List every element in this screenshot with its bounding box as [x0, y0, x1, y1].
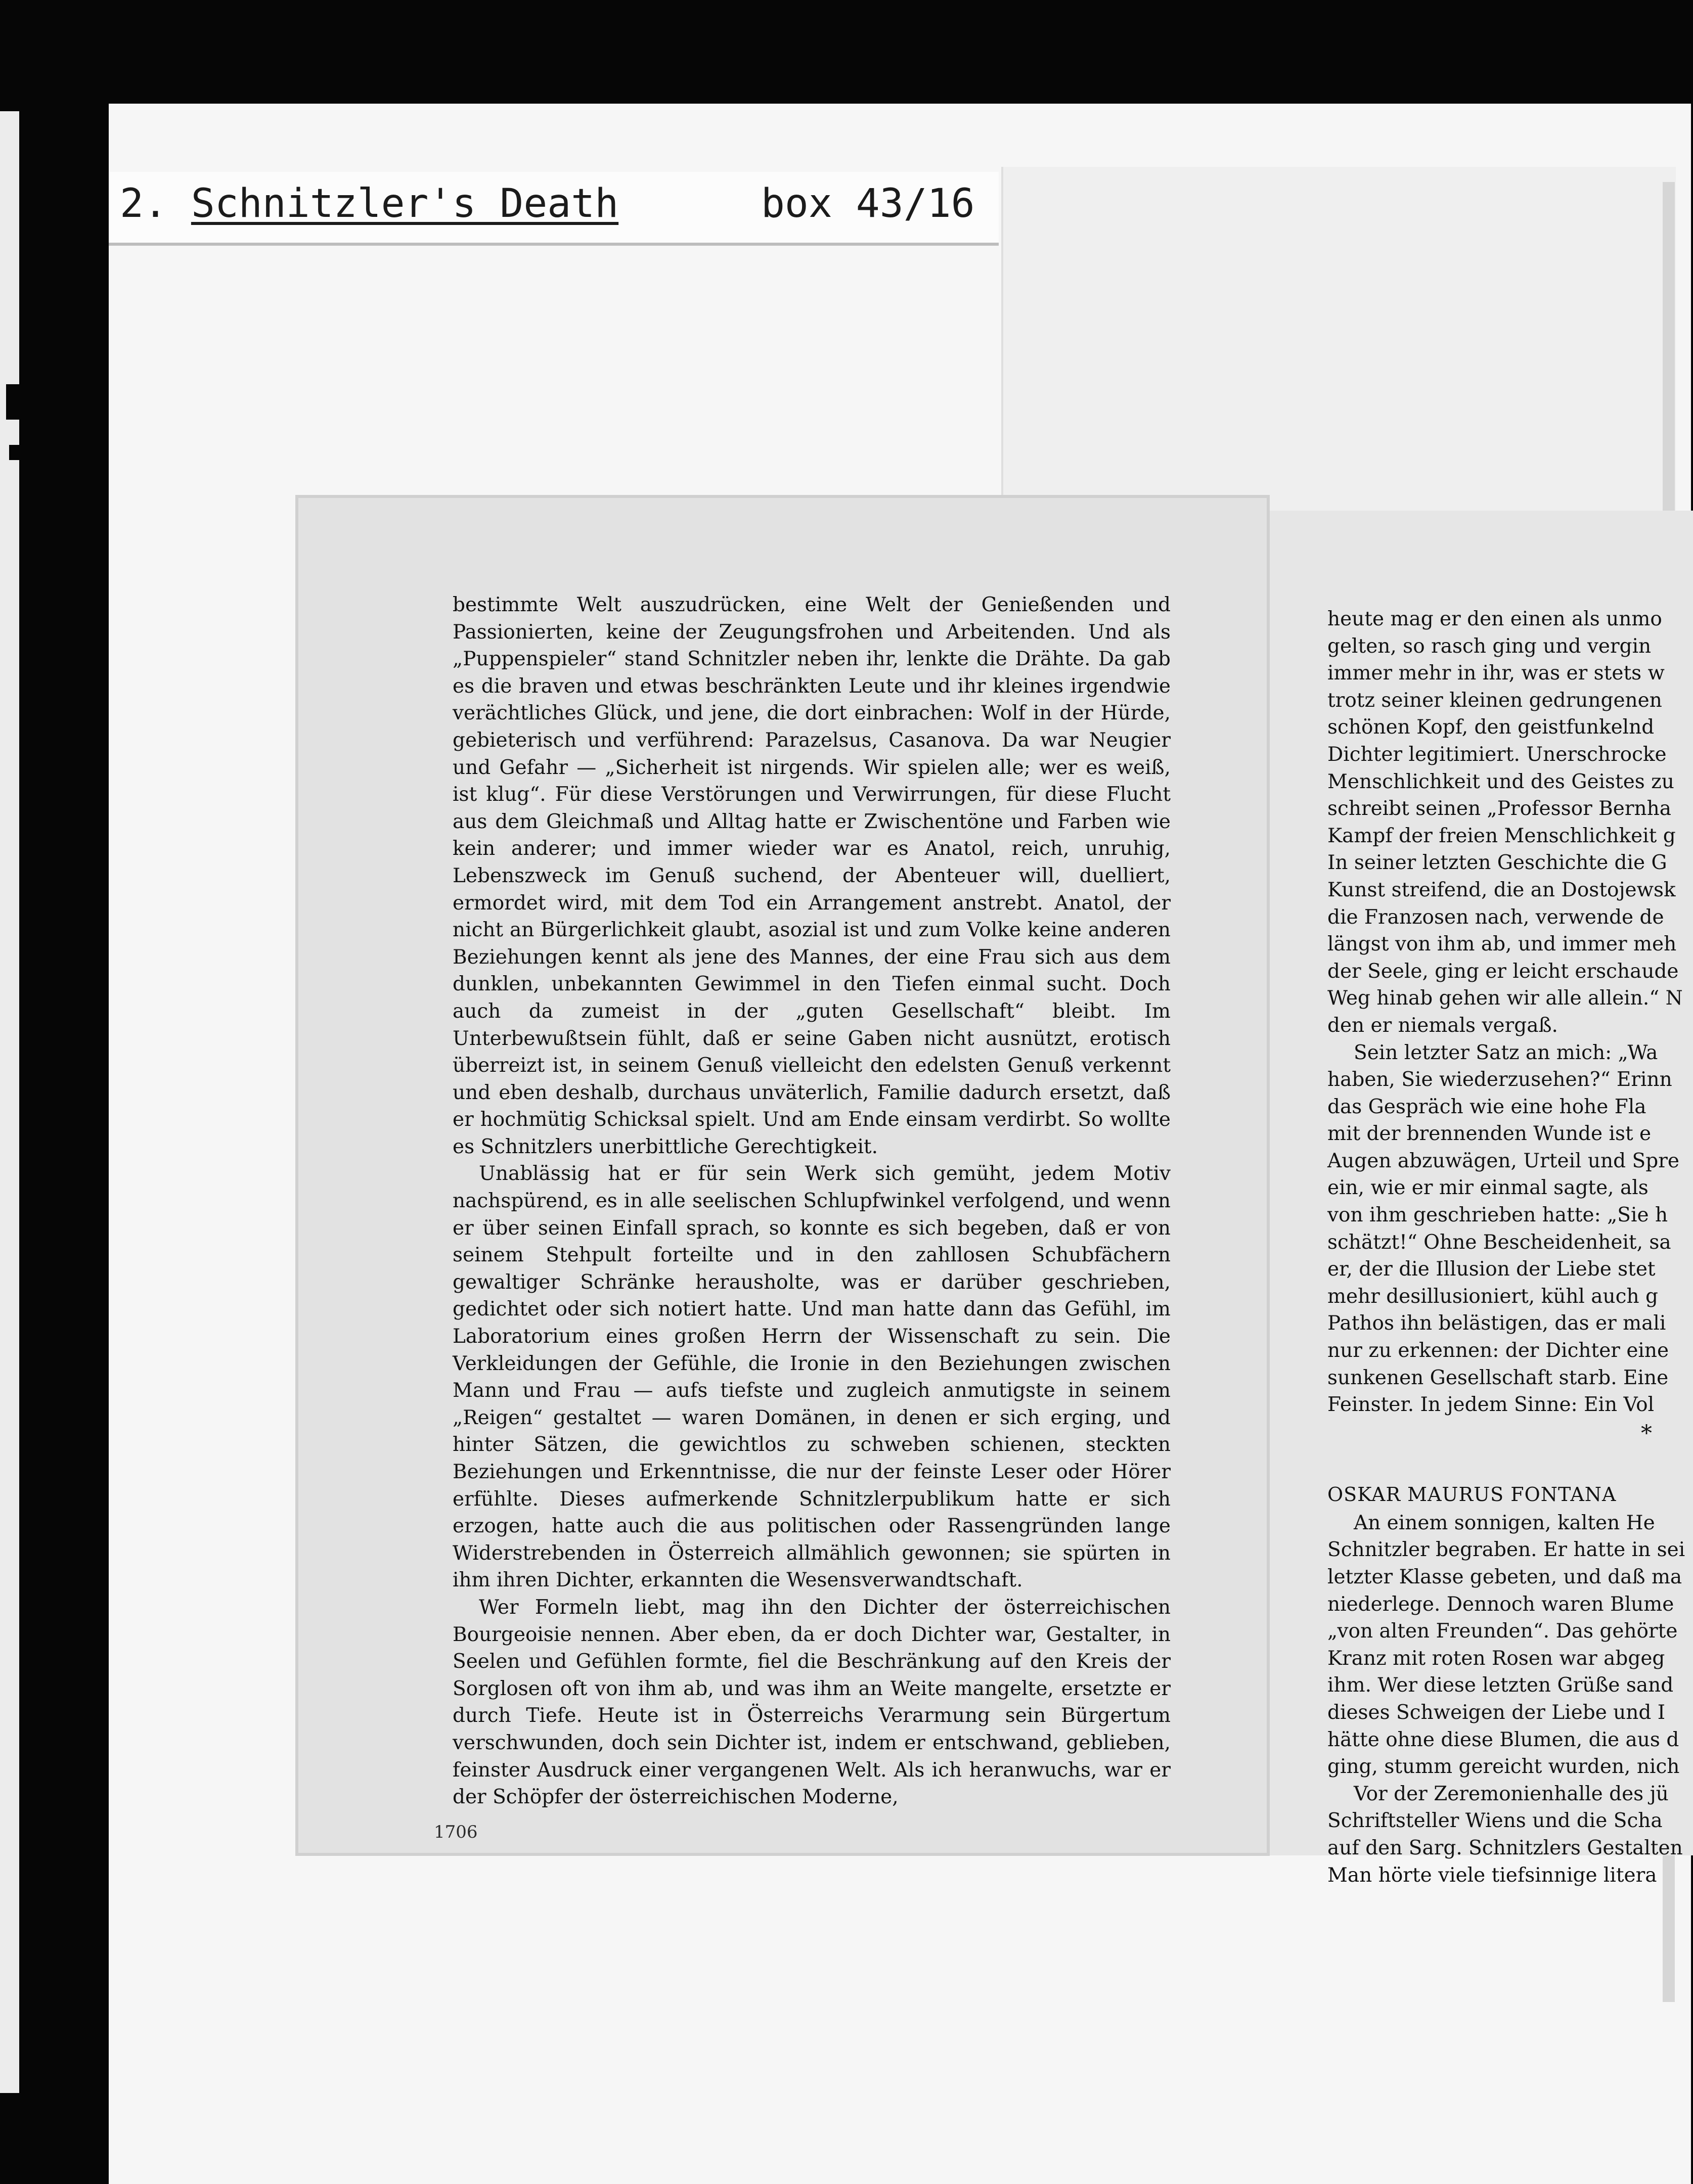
text-line: letzter Klasse gebeten, und daß ma [1327, 1566, 1682, 1588]
left-text-column [453, 592, 1171, 1811]
text-line: sunkenen Gesellschaft starb. Eine [1327, 1366, 1669, 1389]
paragraph: Wer Formeln liebt, mag ihn den Dichter der österreichischen Bourgeoisie nennen. Aber eben, da er doch Dichter war, Gestalter, in Seelen und Gefühlen formte, fiel die Beschränkung auf den Kreis der Sorglosen oft von ihm ab, und was ihm an Weite mangelte, ersetzte er durch Tiefe. Heute ist in Österreichs Verarmung sein Bürgertum verschwunden, doch sein Dichter ist, indem er entschwand, geblieben, feinster Ausdruck einer vergangenen Welt. Als ich heranwuchs, war er der Schöpfer der österreichischen Moderne, [453, 1596, 1171, 1809]
text-line: dieses Schweigen der Liebe und I [1327, 1701, 1666, 1724]
text-line: Kampf der freien Menschlichkeit g [1327, 824, 1676, 847]
text-line: nur zu erkennen: der Dichter eine [1327, 1339, 1669, 1362]
text-line: Augen abzuwägen, Urteil und Spre [1327, 1149, 1679, 1172]
text-block [1327, 606, 1691, 1039]
text-line: Feinster. In jedem Sinne: Ein Vol [1327, 1393, 1655, 1417]
scan-mark [6, 384, 19, 420]
text-line: heute mag er den einen als unmo [1327, 608, 1662, 630]
text-line: „von alten Freunden“. Das gehörte [1327, 1620, 1678, 1643]
text-block [1327, 1510, 1691, 1781]
paragraph: bestimmte Welt auszudrücken, eine Welt der Genießenden und Passionierten, keine der Zeugungsfrohen und Arbeitenden. Und als „Puppenspieler“ stand Schnitzler neben ihr, lenkte die Drähte. Da gab es die braven und etwas beschränkten Leute und ihr kleines irgendwie verächtliches Glück, und jene, die dort einbrachen: Wolf in der Hürde, gebieterisch und verführend: Parazelsus, Casanova. Da war Neugier und Gefahr — „Sicherheit ist nirgends. Wir spielen alle; wer es weiß, ist klug“. Für diese Verstörungen und Verwirrungen, für diese Flucht aus dem Gleichmaß und Alltag hatte er Zwischentöne und Farben wie kein anderer; und immer wieder war es Anatol, reich, unruhig, Lebenszweck im Genuß suchend, der Abenteuer will, duelliert, ermordet wird, mit dem Tod ein Arrangement anstrebt. Anatol, der nicht an Bürgerlichkeit glaubt, asozial ist und zum Volke keine anderen Beziehungen kennt als jene des Mannes, der eine Frau sich aus dem dunklen, unbekannten Gewimmel in den Tiefen einmal sucht. Doch auch da zumeist in der „guten Gesellschaft“ bleibt. Im Unterbewußtsein fühlt, daß er seine Gaben nicht ausnützt, erotisch überreizt ist, in seinem Genuß vielleicht den edelsten Genuß verkennt und eben deshalb, durchaus unväterlich, Familie dadurch ersetzt, daß er hochmütig Schicksal spielt. Und am Ende einsam verdirbt. So wollte es Schnitzlers unerbittliche Gerechtigkeit. [453, 594, 1171, 1158]
text-line: ging, stumm gereicht wurden, nich [1327, 1755, 1680, 1779]
text-line: auf den Sarg. Schnitzlers Gestalten [1327, 1836, 1683, 1859]
label-text [120, 181, 975, 226]
text-line: der Seele, ging er leicht erschaude [1327, 960, 1679, 983]
text-line: hätte ohne diese Blumen, die aus d [1327, 1728, 1679, 1751]
text-line: längst von ihm ab, und immer meh [1327, 933, 1677, 956]
text-line: An einem sonnigen, kalten He [1354, 1511, 1655, 1534]
text-line: er, der die Illusion der Liebe stet [1327, 1258, 1656, 1281]
page-number: 1706 [434, 1822, 478, 1842]
text-line: Dichter legitimiert. Unerschrocke [1327, 743, 1667, 766]
text-line: Schnitzler begraben. Er hatte in sei [1327, 1538, 1685, 1562]
text-line: mit der brennenden Wunde ist e [1327, 1122, 1652, 1146]
text-line: Weg hinab gehen wir alle allein.“ N [1327, 987, 1683, 1010]
text-line: Pathos ihn belästigen, das er mali [1327, 1312, 1666, 1335]
text-line: ihm. Wer diese letzten Grüße sand [1327, 1674, 1674, 1697]
text-line: Kunst streifend, die an Dostojewsk [1327, 878, 1676, 901]
text-line: Vor der Zeremonienhalle des jü [1354, 1782, 1669, 1805]
text-line: Schriftsteller Wiens und die Scha [1327, 1809, 1663, 1833]
text-line: schreibt seinen „Professor Bernha [1327, 797, 1671, 821]
label-box: box 43/16 [761, 181, 975, 226]
text-line: trotz seiner kleinen gedrungenen [1327, 689, 1662, 712]
text-line: schätzt!“ Ohne Bescheidenheit, sa [1327, 1231, 1671, 1254]
label-number: 2. [120, 181, 167, 226]
text-line: die Franzosen nach, verwende de [1327, 905, 1664, 929]
text-line: Menschlichkeit und des Geistes zu [1327, 770, 1674, 793]
scan-mark [9, 445, 19, 460]
text-line: immer mehr in ihr, was er stets w [1327, 662, 1665, 685]
text-line: Kranz mit roten Rosen war abgeg [1327, 1647, 1665, 1670]
text-line: haben, Sie wiederzusehen?“ Erinn [1327, 1068, 1672, 1091]
text-line: mehr desillusioniert, kühl auch g [1327, 1285, 1658, 1308]
label-title: Schnitzler's Death [191, 181, 619, 226]
author-heading: OSKAR MAURUS FONTANA [1327, 1483, 1617, 1506]
folder-label [109, 172, 999, 246]
text-line: von ihm geschrieben hatte: „Sie h [1327, 1204, 1668, 1227]
right-text-column [1327, 606, 1691, 1887]
text-line: ein, wie er mir einmal sagte, als [1327, 1176, 1649, 1200]
text-line: schönen Kopf, den geistfunkelnd [1327, 716, 1655, 739]
paragraph: Unablässig hat er für sein Werk sich gemüht, jedem Motiv nachspürend, es in alle seelischen Schlupfwinkel verfolgend, und wenn er über seinen Einfall sprach, so konnte es sich begeben, daß er von seinem Stehpult forteilte und in den zahllosen Schubfächern gewaltiger Schränke herausholte, was er darüber geschrieben, gedichtet oder sich notiert hatte. Und man hatte dann das Gefühl, im Laboratorium eines großen Herrn der Wissenschaft zu sein. Die Verkleidungen der Gefühle, die Ironie in den Beziehungen zwischen Mann und Frau — aufs tiefste und zugleich anmutigste in seinem „Reigen“ gestaltet — waren Domänen, in denen er sich erging, und hinter Sätzen, die gewichtlos zu schweben schienen, steckten Beziehungen und Erkenntnisse, die nur der feinste Leser oder Hörer erfühlte. Dieses aufmerkende Schnitzlerpublikum hatte er sich erzogen, hatte auch die aus politischen oder Rassengründen lange Widerstrebenden in Österreich allmählich gewonnen; sie spürten in ihm ihren Dichter, erkannten die Wesensverwandtschaft. [453, 1162, 1171, 1592]
text-line: Sein letzter Satz an mich: „Wa [1354, 1041, 1658, 1064]
spacer [1327, 1449, 1691, 1479]
text-line: den er niemals vergaß. [1327, 1014, 1558, 1037]
text-line: das Gespräch wie eine hohe Fla [1327, 1095, 1646, 1118]
text-line: niederlege. Dennoch waren Blume [1327, 1592, 1674, 1616]
text-line: gelten, so rasch ging und vergin [1327, 634, 1652, 658]
text-line: In seiner letzten Geschichte die G [1327, 851, 1667, 875]
text-block [1327, 1039, 1691, 1419]
text-line: Man hörte viele tiefsinnige litera [1327, 1863, 1657, 1887]
section-ornament: * [1641, 1420, 1652, 1446]
text-block [1327, 1781, 1691, 1889]
